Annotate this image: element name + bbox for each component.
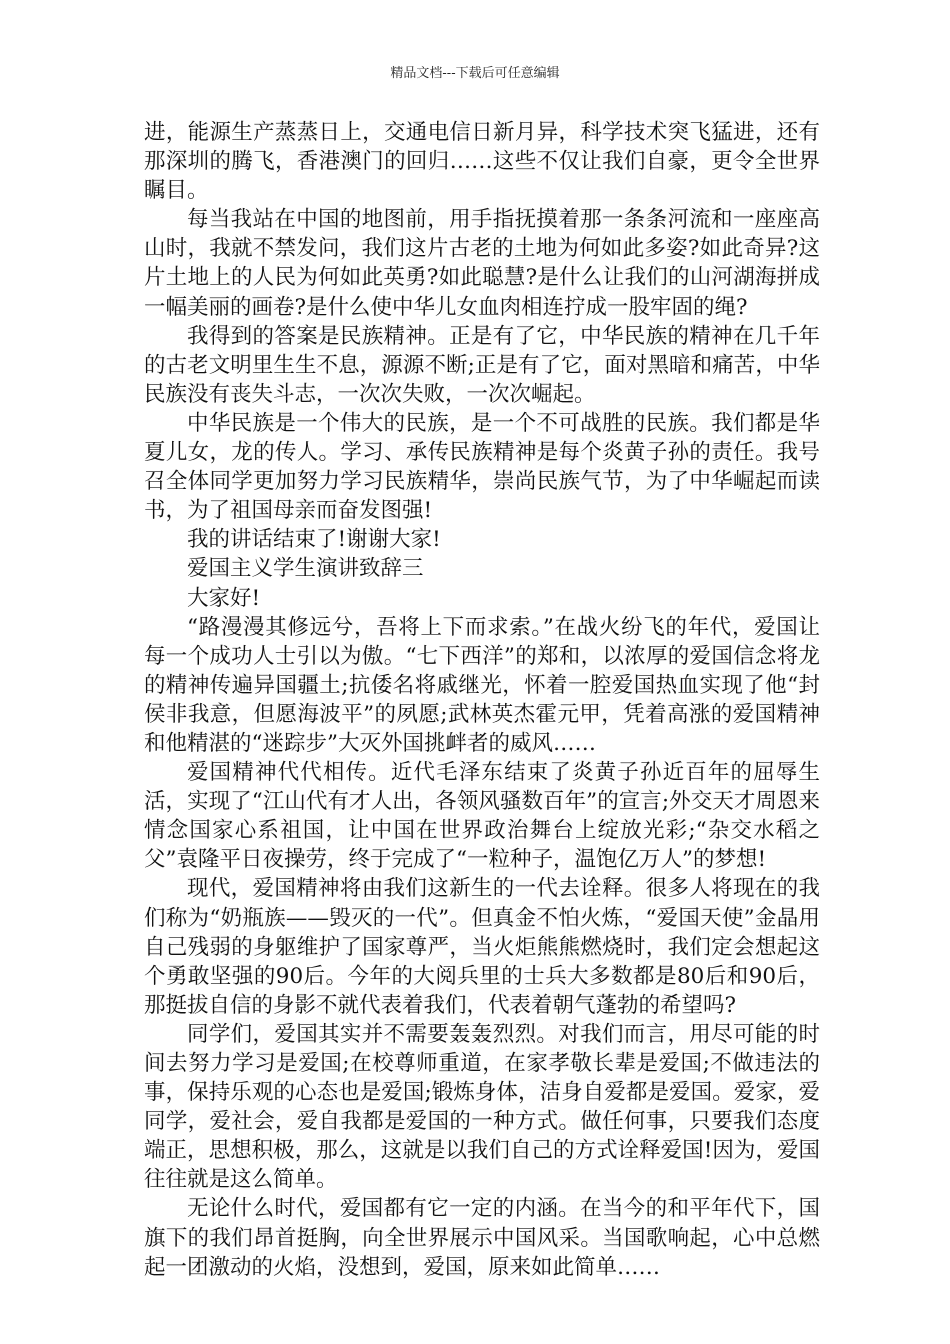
paragraph: 中华民族是一个伟大的民族，是一个不可战胜的民族。我们都是华夏儿女，龙的传人。学习、承传民族精神是每个炎黄子孙的责任。我号召全体同学更加努力学习民族精华，崇尚民族气节，为了中华崛起而读书，为了祖国母亲而奋发图强!	[144, 410, 820, 524]
paragraph: 我得到的答案是民族精神。正是有了它，中华民族的精神在几千年的古老文明里生生不息，源源不断;正是有了它，面对黑暗和痛苦，中华民族没有丧失斗志，一次次失败，一次次崛起。	[144, 323, 820, 407]
page-header: 精品文档---下载后可任意编辑	[390, 66, 560, 81]
paragraph: 进，能源生产蒸蒸日上，交通电信日新月异，科学技术突飞猛进，还有那深圳的腾飞，香港澳门的回归……这些不仅让我们自豪，更令全世界瞩目。	[144, 120, 820, 204]
paragraph: 我的讲话结束了!谢谢大家!	[187, 527, 441, 553]
paragraph: “路漫漫其修远兮，吾将上下而求索。”在战火纷飞的年代，爱国让每一个成功人士引以为傲。“七下西洋”的郑和，以浓厚的爱国信念将龙的精神传遍异国疆土;抗倭名将戚继光，怀着一腔爱国热血实现了他“封侯非我意，但愿海波平”的夙愿;武林英杰霍元甲，凭着高涨的爱国精神和他精湛的“迷踪步”大灭外国挑衅者的威风……	[144, 614, 820, 756]
paragraph: 爱国精神代代相传。近代毛泽东结束了炎黄子孙近百年的屈辱生活，实现了“江山代有才人出，各领风骚数百年”的宣言;外交天才周恩来情念国家心系祖国，让中国在世界政治舞台上绽放光彩;“杂交水稻之父”袁隆平日夜操劳，终于完成了“一粒种子，温饱亿万人”的梦想!	[144, 760, 820, 873]
document-body	[144, 118, 820, 1282]
paragraph: 同学们，爱国其实并不需要轰轰烈烈。对我们而言，用尽可能的时间去努力学习是爱国;在校尊师重道，在家孝敬长辈是爱国;不做违法的事，保持乐观的心态也是爱国;锻炼身体，洁身自爱都是爱国。爱家，爱同学，爱社会，爱自我都是爱国的一种方式。做任何事，只要我们态度端正，思想积极，那么，这就是以我们自己的方式诠释爱国!因为，爱国往往就是这么简单。	[144, 1021, 820, 1193]
paragraph: 无论什么时代，爱国都有它一定的内涵。在当今的和平年代下，国旗下的我们昂首挺胸，向全世界展示中国风采。当国歌响起，心中总燃起一团激动的火焰，没想到，爱国，原来如此简单……	[144, 1196, 820, 1280]
section-title: 爱国主义学生演讲致辞三	[187, 556, 424, 582]
greeting: 大家好!	[187, 585, 261, 611]
paragraph: 现代，爱国精神将由我们这新生的一代去诠释。很多人将现在的我们称为“奶瓶族——毁灭的一代”。但真金不怕火炼，“爱国天使”金晶用自己残弱的身躯维护了国家尊严，当火炬熊熊燃烧时，我们定会想起这个勇敢坚强的90后。今年的大阅兵里的士兵大多数都是80后和90后，那挺拔自信的身影不就代表着我们，代表着朝气蓬勃的希望吗?	[144, 876, 820, 1018]
paragraph: 每当我站在中国的地图前，用手指抚摸着那一条条河流和一座座高山时，我就不禁发问，我们这片古老的土地为何如此多姿?如此奇异?这片土地上的人民为何如此英勇?如此聪慧?是什么让我们的山河湖海拼成一幅美丽的画卷?是什么使中华儿女血肉相连拧成一股牢固的绳?	[144, 207, 820, 320]
